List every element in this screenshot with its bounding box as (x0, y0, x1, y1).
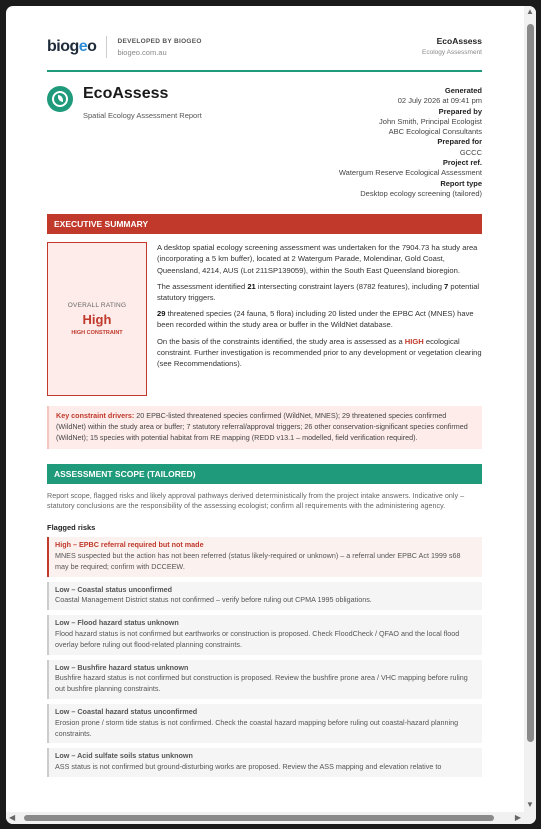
risk-item: Low – Bushfire hazard status unknown Bushfire hazard status is not confirmed but construction is proposed. Review the bushfire prone area / VHC mapping before ruling out bushfire planning constraints. (47, 660, 482, 699)
exec-paragraph: A desktop spatial ecology screening assessment was undertaken for the 7904.73 ha study area (incorporating a 5 km buffer), located at 2 Watergum Parade, Molendinar, Gold Coast, Queensland, 4214, AUS (Lot 211SP139059), within the South East Queensland bioregion. (157, 243, 478, 275)
meta-prepared-by-name: John Smith, Principal Ecologist (379, 116, 482, 126)
risk-item: Low – Coastal status unconfirmed Coastal Management District status not confirmed – verify before ruling out CPMA 1995 obligations. (47, 582, 482, 611)
key-constraint-drivers: Key constraint drivers: 20 EPBC-listed threatened species confirmed (WildNet, MNES); 29 threatened species confirmed (WildNet) within the study area or buffer; 7 statutory referral/approval triggers; 26 other conservation-significant species confirmed (WildNet); 15 species with potential habitat from RE mapping (REDD v13.1 – modelled, field verification required). (47, 406, 482, 448)
report-header (47, 36, 482, 66)
developed-by: DEVELOPED BY BIOGEO (117, 37, 202, 45)
scope-intro: Report scope, flagged risks and likely approval pathways derived deterministically from the project intake answers. Indicative only – statutory conclusions are the responsibility of the assessing ecologist; confirm all requirements with the administering agency. (47, 490, 465, 511)
scroll-corner (524, 812, 536, 824)
brand-divider (106, 36, 107, 58)
meta-generated-label: Generated (444, 86, 482, 95)
assessment-scope-heading: ASSESSMENT SCOPE (TAILORED) (47, 464, 482, 484)
header-app-name: EcoAssess (436, 36, 482, 46)
rating-desc: HIGH CONSTRAINT (71, 330, 123, 337)
horizontal-scrollbar[interactable] (6, 812, 524, 824)
header-app-tag: Ecology Assessment (422, 49, 482, 56)
report-title: EcoAssess (83, 85, 169, 102)
report-subtitle: Spatial Ecology Assessment Report (83, 111, 202, 120)
exec-paragraph: On the basis of the constraints identified, the study area is assessed as a HIGH ecological constraint. Further investigation is recommended prior to any development or vegetation clearing (see Recommendations). (157, 336, 482, 369)
horizontal-scroll-thumb[interactable] (24, 815, 494, 821)
risk-item: Low – Acid sulfate soils status unknown ASS status is not confirmed but ground-disturbing works are proposed. Review the ASS mapping and elevation relative to (47, 748, 482, 777)
executive-text (157, 242, 482, 396)
scroll-up-icon[interactable]: ▲ (526, 7, 534, 16)
biogeo-logo: biogeo (47, 38, 97, 55)
report-document (6, 6, 524, 777)
rating-label: OVERALL RATING (67, 302, 127, 310)
flagged-risks-label: Flagged risks (47, 523, 96, 533)
brand (47, 36, 202, 58)
meta-project-ref-value: Watergum Reserve Ecological Assessment (338, 168, 482, 178)
risk-item: Low – Coastal hazard status unconfirmed Erosion prone / storm tide status is not confirmed. Check the coastal hazard mapping before ruling out coastal-hazard planning constraints. (47, 704, 482, 743)
executive-summary (47, 242, 482, 396)
meta-prepared-for-value: GCCC (459, 147, 482, 157)
overall-rating-box (47, 242, 147, 396)
exec-paragraph: 29 threatened species (24 fauna, 5 flora) including 20 listed under the EPBC Act (MNES) have been recorded within the study area or buffer in the WildNet database. (157, 309, 474, 330)
title-block (47, 86, 482, 199)
meta-prepared-for-label: Prepared for (437, 137, 482, 147)
report-scroll-area[interactable] (6, 6, 524, 812)
report-meta (339, 86, 482, 199)
scroll-right-icon[interactable]: ▶ (514, 813, 521, 822)
header-rule (47, 70, 482, 72)
meta-project-ref-label: Project ref. (442, 158, 482, 168)
meta-report-type-label: Report type (440, 178, 482, 188)
leaf-icon (47, 86, 73, 112)
meta-prepared-by-org: ABC Ecological Consultants (388, 127, 482, 137)
risk-item: Low – Flood hazard status unknown Flood hazard status is not confirmed but earthworks or construction is proposed. Check FloodCheck / QFAO and the local flood overlay before ruling out flood-related planning constraints. (47, 615, 482, 654)
scroll-down-icon[interactable]: ▼ (526, 800, 534, 809)
meta-generated-value: 02 July 2026 at 09:41 pm (397, 96, 482, 106)
executive-summary-heading: EXECUTIVE SUMMARY (47, 214, 482, 234)
vertical-scroll-thumb[interactable] (527, 24, 534, 742)
scroll-left-icon[interactable]: ◀ (9, 813, 16, 822)
website-link[interactable]: biogeo.com.au (117, 47, 167, 57)
exec-paragraph: The assessment identified 21 intersecting constraint layers (8782 features), including 7 potential statutory triggers. (157, 281, 480, 303)
risk-item: High – EPBC referral required but not made MNES suspected but the action has not been referred (status likely-required or unknown) – a referral under EPBC Act 1999 s68 may be required; confirm with DCCEEW. (47, 537, 482, 576)
meta-prepared-by-label: Prepared by (438, 106, 482, 116)
rating-value: High (82, 312, 112, 328)
vertical-scrollbar[interactable] (524, 6, 536, 812)
meta-report-type-value: Desktop ecology screening (tailored) (360, 188, 482, 198)
report-window (6, 6, 536, 824)
